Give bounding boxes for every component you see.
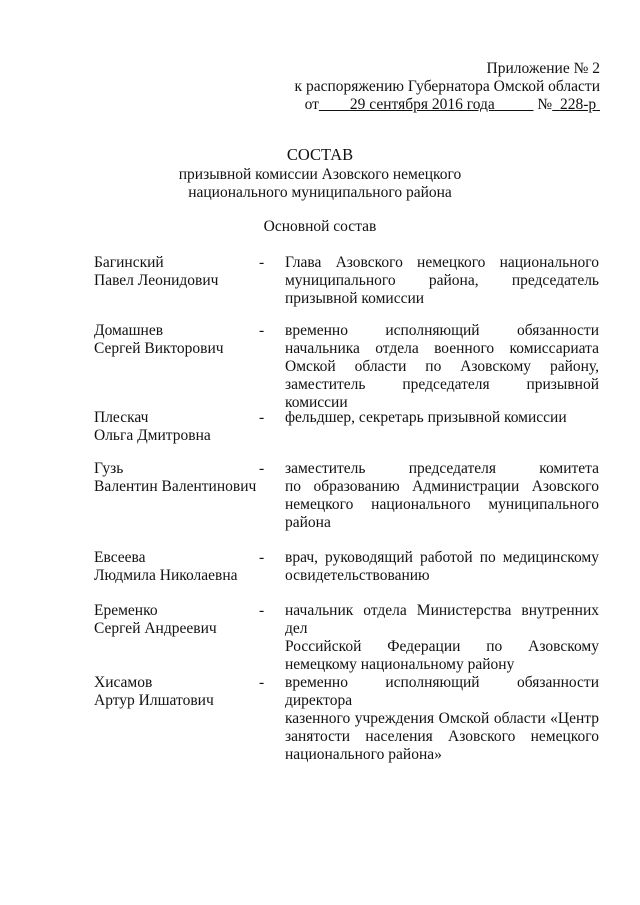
role-line: временно исполняющий обязанности [285,322,599,339]
role-line: Глава Азовского немецкого национального [285,254,599,271]
role-line: казенного учреждения Омской области «Центр [285,710,599,727]
member-dash: - [259,322,265,339]
order-number: 228-р [559,96,597,113]
member-name [94,322,264,358]
role-line: начальника отдела военного комиссариата [285,340,599,357]
member-name [94,254,264,290]
member-given-names: Павел Леонидович [94,272,219,289]
role-line: врач, руководящий работой по медицинскому [285,549,599,566]
member-given-names: Сергей Андреевич [94,620,217,637]
document-title-block [0,146,640,202]
member-given-names: Сергей Викторович [94,340,224,357]
member-given-names: Ольга Дмитровна [94,427,211,444]
role-line: немецкому национальному району [285,656,515,673]
member-role [285,602,599,674]
role-line: освидетельствованию [285,567,430,584]
member-surname: Багинский [94,254,164,271]
member-role [285,409,599,427]
role-line: фельдшер, секретарь призывной комиссии [285,409,567,426]
order-date-number-line [280,96,600,114]
document-title: СОСТАВ [286,145,354,164]
role-line: призывной комиссии [285,290,425,307]
member-name [94,674,264,710]
role-line: по образованию Администрации Азовского [285,478,599,495]
order-reference: к распоряжению Губернатора Омской области [294,78,600,95]
date-prefix: от [304,96,319,113]
member-surname: Плескач [94,409,149,426]
role-line: Российской Федерации по Азовскому [285,638,599,655]
role-line: района [285,514,331,531]
member-name [94,409,264,445]
document-subtitle-line-1: призывной комиссии Азовского немецкого [178,166,462,183]
member-dash: - [259,460,265,477]
role-line: Омской области по Азовскому району, [285,358,599,375]
appendix-label: Приложение № 2 [486,60,600,77]
member-name [94,549,264,585]
member-surname: Хисамов [94,674,153,691]
role-line: муниципального района, председатель [285,272,599,289]
role-line: начальник отдела Министерства внутренних дел [285,602,599,637]
member-role [285,674,599,764]
member-given-names: Людмила Николаевна [94,567,238,584]
member-dash: - [259,409,265,426]
role-line: заместитель председателя комитета [285,460,599,477]
member-surname: Евсеева [94,549,146,566]
member-surname: Еременко [94,602,158,619]
member-role [285,549,599,585]
member-dash: - [259,254,265,271]
role-line: временно исполняющий обязанности директора [285,674,599,709]
role-line: немецкого национального муниципального [285,496,599,513]
document-subtitle-line-2: национального муниципального района [188,184,452,201]
member-dash: - [259,602,265,619]
member-role [285,322,599,412]
member-role [285,460,599,532]
member-given-names: Валентин Валентинович [94,478,257,495]
member-surname: Гузь [94,460,124,477]
document-header [280,60,600,114]
role-line: занятости населения Азовского немецкого [285,728,599,745]
section-heading: Основной состав [263,218,377,235]
role-line: заместитель председателя призывной комиссии [285,376,599,411]
member-surname: Домашнев [94,322,164,339]
order-date: 29 сентября 2016 года [349,96,495,113]
member-dash: - [259,674,265,691]
member-name [94,602,264,638]
member-name [94,460,264,496]
member-dash: - [259,549,265,566]
member-given-names: Артур Илшатович [94,692,214,709]
number-prefix: № [537,96,553,113]
member-role [285,254,599,308]
role-line: национального района» [285,746,442,763]
